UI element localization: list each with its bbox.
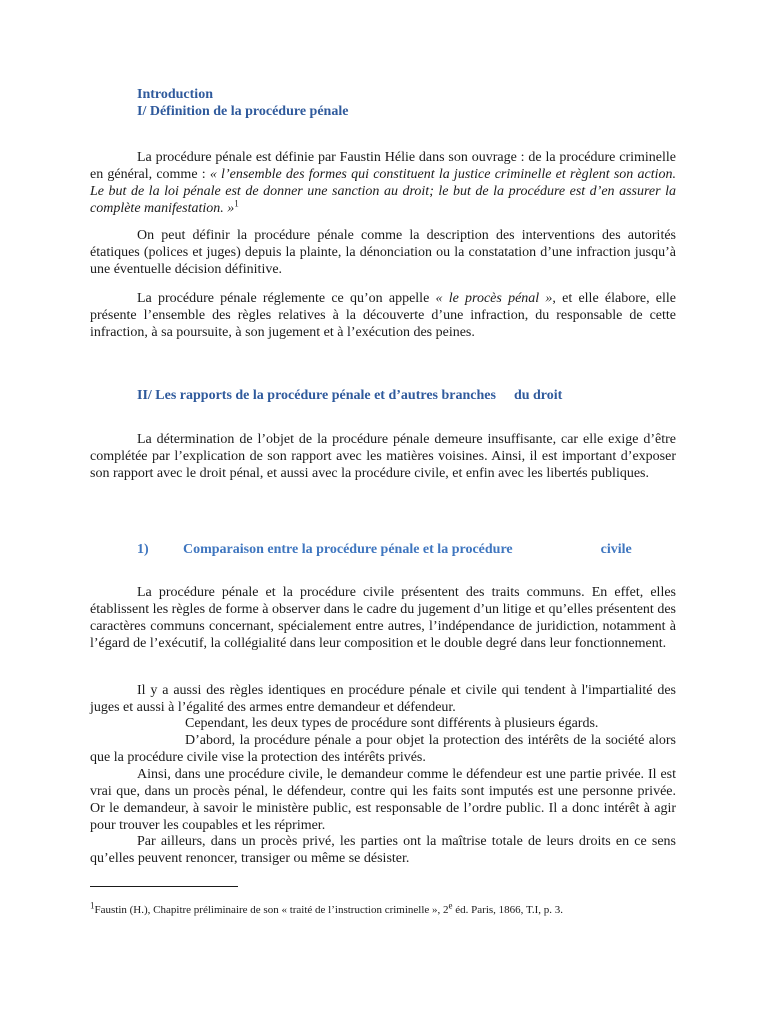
para3-text-a: La procédure pénale réglemente ce qu’on appelle <box>137 291 436 306</box>
page-title <box>137 86 677 103</box>
paragraph-2 <box>90 228 676 279</box>
section2-heading-text-a: II/ Les rapports de la procédure pénale et d’autres branches <box>137 388 496 403</box>
footnote-separator <box>90 886 238 887</box>
subsection-1-text-b: civile <box>600 542 632 557</box>
paragraph-7 <box>90 716 676 733</box>
footnote <box>90 900 690 917</box>
para10-text: Par ailleurs, dans un procès privé, les parties ont la maîtrise totale de leurs droits en ce sens qu’elles peuvent renoncer, transiger ou même se désister. <box>90 834 676 866</box>
paragraph-10 <box>90 834 676 868</box>
subsection-1-number: 1) <box>137 542 149 557</box>
paragraph-6 <box>90 683 676 717</box>
section2-heading-text-b: du droit <box>513 388 563 403</box>
para6-text: Il y a aussi des règles identiques en procédure pénale et civile qui tendent à l'impartialité des juges et aussi à l’égalité des armes entre demandeur et défendeur. <box>90 683 676 715</box>
paragraph-9 <box>90 767 676 835</box>
footnote-text-b: éd. Paris, 1866, T.I, p. 3. <box>452 904 564 916</box>
section2-heading <box>137 387 677 404</box>
para1-quote: « l’ensemble des formes qui constituent la justice criminelle et règlent son action. Le but de la loi pénale est de donner une sanction au droit; le but de la procédure est d’en assurer la complète manifestation. » <box>90 166 676 216</box>
paragraph-1 <box>90 150 676 218</box>
para3-text-b: , et elle élabore, elle présente l’ensemble des règles relatives à la découverte d’une infraction, du responsable de cette infraction, à sa poursuite, à son jugement et à l’exécution des peines. <box>90 291 676 340</box>
section1-heading-text: I/ Définition de la procédure pénale <box>137 104 349 119</box>
para3-quote: « le procès pénal » <box>435 291 553 306</box>
para2-text: On peut définir la procédure pénale comme la description des interventions des autorités étatiques (polices et juges) depuis la plainte, la dénonciation ou la constatation d’une infraction jusqu’à une éventuelle décision définitive. <box>90 228 676 277</box>
para9-text: Ainsi, dans une procédure civile, le demandeur comme le défendeur est une partie privée. Il est vrai que, dans un procès pénal, le défendeur, contre qui les faits sont imputés est une personne privée. Or le demandeur, à savoir le ministère public, est responsable de l’ordre public. Il a donc intérêt à agir pour trouver les coupables et les réprimer. <box>90 767 676 833</box>
para7-text: Cependant, les deux types de procédure sont différents à plusieurs égards. <box>185 716 599 731</box>
footnote-number: 1 <box>90 900 95 911</box>
title-text: Introduction <box>137 87 213 102</box>
section1-heading <box>137 103 677 120</box>
para5-text: La procédure pénale et la procédure civile présentent des traits communs. En effet, elles établissent les règles de forme à observer dans le cadre du jugement d’un litige et qu’elles présentent des caractères communs concernant, spécialement entre autres, l’indépendance de juridiction, notamment à l’égard de l’exécutif, la collégialité dans leur composition et le double degré dans leur fonctionnement. <box>90 585 676 651</box>
paragraph-5 <box>90 585 676 653</box>
paragraph-3 <box>90 291 676 342</box>
footnote-text-a: Faustin (H.), Chapitre préliminaire de son « traité de l’instruction criminelle », 2 <box>94 904 449 916</box>
footnote-reference[interactable]: 1 <box>234 198 239 209</box>
para8-text: D’abord, la procédure pénale a pour objet la protection des intérêts de la société alors que la procédure civile vise la protection des intérêts privés. <box>90 733 676 765</box>
footnote-edition-sup: e <box>448 900 453 911</box>
paragraph-4 <box>90 432 676 483</box>
para4-text: La détermination de l’objet de la procédure pénale demeure insuffisante, car elle exige d’être complétée par l’explication de son rapport avec les matières voisines. Ainsi, il est important d’exposer son rapport avec le droit pénal, et aussi avec la procédure civile, et enfin avec les libertés publiques. <box>90 432 676 481</box>
subsection-1-text-a: Comparaison entre la procédure pénale et la procédure <box>183 542 513 557</box>
para1-text: La procédure pénale est définie par Faustin Hélie dans son ouvrage : de la procédure criminelle en général, comme : <box>90 150 676 182</box>
subsection-1-heading <box>137 541 677 558</box>
paragraph-8 <box>90 733 676 767</box>
